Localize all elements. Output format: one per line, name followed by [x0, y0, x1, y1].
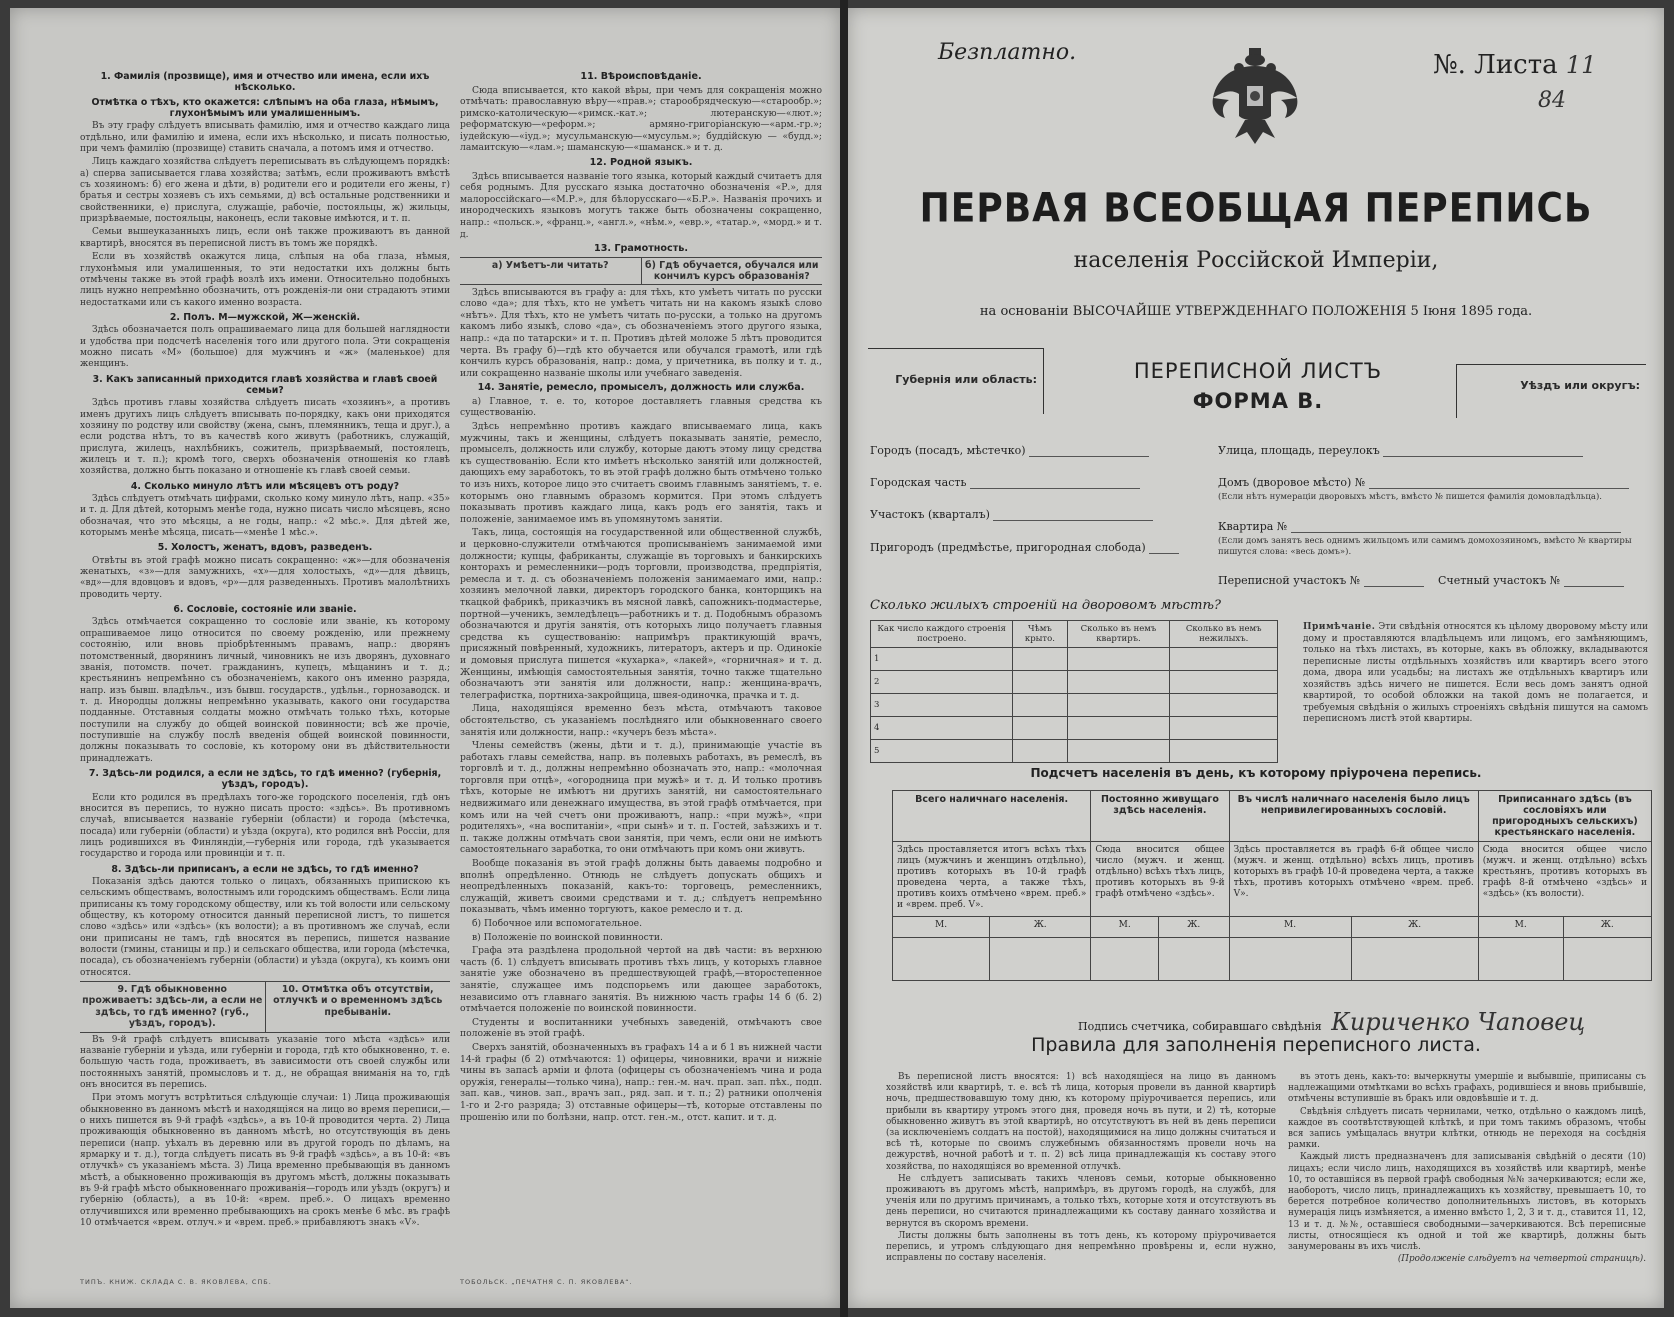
buildings-table [870, 620, 1278, 763]
instruction-heading: 11. Вѣроисповѣданіе. [580, 71, 702, 82]
rules-paragraph: Листы должны быть заполнены въ тотъ день, къ которому пріурочивается перепись, и утромъ слѣдующаго дня непремѣнно провѣрены и, если нужно, исправлены по составу населенія. [886, 1230, 1276, 1264]
instructions-page [10, 8, 840, 1308]
instructions-column-1 [80, 68, 450, 1231]
instruction-heading: 8. Здѣсь-ли приписанъ, а если не здѣсь, то гдѣ именно? [111, 863, 419, 875]
remark [1303, 622, 1648, 726]
instruction-paragraph: Сверхъ занятій, обозначенныхъ въ графахъ 14 а и б 1 въ нижней части 14-й графы (б 2) отмѣчаются: 1) офицеры, чиновники, врачи и нижніе чины въ запасѣ арміи и флота (офицеры съ обозначеніемъ чина и рода оружія, генералы—только чина), напр.: ген.-м. нач. прап. зап. пѣх., подп. зап. кав., чинов. зап., врачъ зап., ряд. зап. и т. п.; 2) ратники ополченія 1-го и 2-го разряда; 3) отставные офицеры—тѣ, которые отставлены по прошенію или по болѣзни, напр. отст. ген.-м., отст. капит. и т. д. [460, 1041, 822, 1123]
instruction-paragraph: Графа эта раздѣлена продольной чертой на двѣ части: въ верхнюю часть (б. 1) слѣдуетъ вписывать противъ тѣхъ лицъ, у которыхъ главное занятіе уже обозначено въ предшествующей графѣ,—второстепенное занятіе, служащее имъ подспорьемъ или дающее заработокъ, независимо отъ главнаго занятія. Въ нижнюю часть графы 14 б (б. 2) отмѣчается положеніе по воинской повинности. [460, 945, 822, 1015]
table-row[interactable]: 4 [871, 717, 1278, 740]
form-title-line-2: ФОРМА В. [1192, 389, 1324, 413]
instruction-paragraph: Здѣсь отмѣчается сокращенно то сословіе или званіе, къ которому опрашиваемое лицо относится по своему рожденію, или прежнему состоянію, или вновь пріобрѣтеннымъ правамъ, напр.: дворянъ потомственный, дворянинъ личный, чиновникъ не изъ дворянъ, духовнаго званія, потомств. почет. гражданинъ, купецъ, мѣщанинъ и т. д.; крестьянинъ непремѣнно съ обозначеніемъ, какого онъ именно разряда, напр. изъ бывш. владѣльч., изъ бывш. государств., удѣльн., горнозаводск. и т. д. Инородцы должны непремѣнно указывать, какого они государства подданные. Отставныя солдаты можно отмѣчать только тѣхъ, которые поступили на службу до общей воинской повинности; всѣ же прочіе, поступившіе на службу послѣ введенія общей воинской повинности, должны показывать то сословіе, къ которому они въ дѣйствительности принадлежатъ. [80, 617, 450, 764]
instruction-heading: 2. Полъ. М—мужской, Ж—женскій. [169, 311, 361, 323]
count-instruction: Сюда вносится общее число (мужч. и женщ. отдѣльно) всѣхъ тѣхъ лицъ, противъ которыхъ въ 9-й графѣ отмѣчено «здѣсь». [1091, 842, 1229, 917]
male-label: М. [1229, 917, 1351, 938]
rules-paragraph: Въ переписной листъ вносятся: 1) всѣ находящіеся на лицо въ данномъ хозяйствѣ или квартирѣ, т. е. всѣ тѣ лица, которыя провели въ данной квартирѣ ночь, предшествовавшую тому дню, къ которому пріурочивается перепись, или прибыли въ квартиру утромъ этого дня, проведя ночь въ пути, и 2) тѣ, которые обыкновенно живутъ въ этой квартирѣ, но отсутствуютъ въ ней въ день переписи (за исключеніемъ солдатъ на постой), находящимися на лицо должны считаться и всѣ тѣ, которые по своимъ служебнымъ обязанностямъ провели ночь на дежурствѣ, ночной работѣ и т. п. 2) всѣ лица принадлежащія къ составу этого хозяйства, по находящіяся во временной отлучкѣ. [886, 1072, 1276, 1172]
rules-title: Правила для заполненія переписного листа. [1031, 1034, 1481, 1056]
instruction-paragraph: Лица, находящіяся временно безъ мѣста, отмѣчаютъ таковое обстоятельство, съ указаніемъ послѣдняго или обыкновеннаго своего занятія или должности, напр.: «кучеръ безъ мѣста». [460, 703, 822, 738]
census-title: ПЕРВАЯ ВСЕОБЩАЯ ПЕРЕПИСЬ [919, 185, 1593, 232]
buildings-header: Чѣмъ крыто. [1013, 621, 1067, 648]
sheet-number [1433, 50, 1596, 80]
instruction-heading: 10. Отмѣтка объ отсутствіи, отлучкѣ и о временномъ здѣсь пребываніи. [265, 982, 451, 1031]
instruction-paragraph: Такъ, лица, состоящія на государственной или общественной службѣ, и церковно-служители отмѣчаются прописываніемъ занимаемой ими должности; купцы, фабриканты, служащіе въ торговыхъ и банкирскихъ конторахъ и ремесленники—родъ торговли, производства, предпріятія, ремесла и т. д. съ обозначеніемъ положенія занимаемаго ими, напр.: хозяинъ мелочной лавки, директоръ городского банка, конторщикъ на ткацкой фабрикѣ, приказчикъ въ мясной лавкѣ, сапожникъ-подмастерье, портной—ученикъ, земледѣлецъ—работникъ и т. д. Подобнымъ образомъ обозначаются и другія занятія, отъ которыхъ лицо получаетъ главныя средства къ существованію: напримѣръ практикующій врачъ, присяжный повѣренный, художникъ, литераторъ, актеръ и пр. Одинокіе и домовыя прислуга пишется «кухарка», «лакей», «горничная» и т. д. Женщины, имѣющія самостоятельныя занятія, точно также тщательно обозначаютъ эти занятія или должности, напр.: женщина-врачъ, телеграфистка, портниха-закройщица, швея-одиночка, прачка и т. д. [460, 527, 822, 701]
instruction-heading: 14. Занятіе, ремесло, промыселъ, должность или служба. [477, 382, 805, 394]
count-instruction: Сюда вносится общее число (мужч. и женщ. отдѣльно) всѣхъ крестьянъ, противъ которыхъ въ графѣ 8-й отмѣчено «здѣсь» и «здѣсь» (къ волости). [1478, 842, 1651, 917]
district-box [1456, 364, 1646, 418]
instruction-heading: а) Умѣетъ-ли читать? [491, 259, 609, 271]
instructions-column-2 [460, 68, 822, 1125]
imprint-right: ТОБОЛЬСК. „ПЕЧАТНЯ С. П. ЯКОВЛЕВА“. [460, 1278, 633, 1286]
census-form-page [848, 8, 1664, 1308]
instruction-paragraph: Вообще показанія въ этой графѣ должны быть даваемы подробно и вполнѣ опредѣленно. Отнюдь не слѣдуетъ допускать общихъ и неопредѣленныхъ показаній, какъ-то: торговецъ, ремесленникъ, служащій, живетъ своими средствами и т. д.; слѣдуетъ непремѣнно показывать, чѣмъ именно торгуютъ, какое ремесло и т. д. [460, 858, 822, 916]
field-city-part[interactable]: Городская часть [870, 476, 1140, 489]
instruction-split-heading [460, 257, 822, 285]
count-input-row[interactable] [893, 938, 1652, 981]
remark-text: Эти свѣдѣнія относятся къ цѣлому дворовому мѣсту или дому и проставляются владѣльцемъ или лицомъ, его замѣняющимъ, только на тѣхъ листахъ, въ которые, какъ въ обложку, вкладываются переписные листы отдѣльныхъ хозяйствъ или квартиръ всего этого дома, двора или усадьбы; на листахъ же отдѣльныхъ квартиръ или хозяйствъ здѣсь ничего не пишется. Если весь домъ занятъ одной квартирой, то особой обложки на такой домъ не полагается, и требуемыя свѣдѣнія о жилыхъ строеніяхъ свѣдѣнія пишутся на самомъ переписномъ листѣ этой квартиры. [1303, 622, 1648, 724]
instruction-paragraph: Здѣсь вписывается названіе того языка, который каждый считаетъ для себя роднымъ. Для русскаго языка достаточно обозначенія «Р.», для малороссійскаго—«М.Р.», для бѣлорусскаго—«Б.Р.». Названія прочихъ и инородческихъ языковъ могутъ также быть обозначены сокращенно, напр.: «польск.», «франц.», «англ.», «нѣм.», «евр.», «татар.», «морд.» и т. д. [460, 170, 822, 240]
governorate-label: Губернія или область: [895, 373, 1037, 386]
instruction-paragraph: б) Побочное или вспомогательное. [472, 918, 643, 929]
instruction-paragraph: Въ 9-й графѣ слѣдуетъ вписывать указаніе того мѣста «здѣсь» или названіе губерніи и уѣзда, или губерніи и города, гдѣ кто обыкновенно, т. е. большую часть года, проживаетъ, въ зависимости отъ своей службы или постоянныхъ занятій, промысловъ и т. д., не обращая вниманія на то, гдѣ онъ вносится въ перепись. [80, 1034, 450, 1090]
instruction-paragraph: Отвѣты въ этой графѣ можно писать сокращенно: «ж»—для обозначенія женатыхъ, «з»—для замужнихъ, «х»—для холостыхъ, «д»—для дѣвицъ, «вд»—для вдовцовъ и вдовъ, «р»—для разведенныхъ. Противъ малолѣтнихъ проводить черту. [80, 555, 450, 600]
female-label: Ж. [1351, 917, 1478, 938]
instruction-heading: 4. Сколько минуло лѣтъ или мѣсяцевъ отъ роду? [130, 480, 400, 492]
instruction-paragraph: Если въ хозяйствѣ окажутся лица, слѣпыя на оба глаза, нѣмыя, глухонѣмыя или умалишенныя, то эти недостатки ихъ должны быть отмѣчены также въ этой графѣ возлѣ ихъ имени. Относительно подобныхъ лицъ нужно непремѣнно обозначить, отъ рожденія-ли они страдаютъ этими недостатками или съ какого именно возраста. [80, 252, 450, 308]
sheet-number-label: №. Листа [1433, 50, 1558, 80]
sheet-handwritten-number: 84 [1538, 88, 1566, 113]
instruction-paragraph: Члены семействъ (жены, дѣти и т. д.), принимающіе участіе въ работахъ главы семейства, напр. въ полевыхъ работахъ, въ ремеслѣ, въ торговлѣ и т. д., должны непремѣнно обозначать это, напр.: «молочная торговля при отцѣ», «огородница при мужѣ» и т. д. И только противъ тѣхъ, которые не имѣютъ ни другихъ занятій, ни самостоятельнаго недвижимаго или денежнаго имущества, въ этой графѣ отмѣчается, при комъ или на чей счетъ они проживаютъ, напр.: «при мужѣ», «при родителяхъ», «на воспитаніи», «при сынѣ» и т. п. Гостей, заѣзжихъ и т. п. также должны отмѣчать свои занятія, при чемъ, если они не имѣютъ самостоятельнаго заработка, то они отмѣчаютъ при комъ они живутъ. [460, 740, 822, 856]
instruction-heading: 3. Какъ записанный приходится главѣ хозяйства и главѣ своей семьи? [92, 373, 438, 396]
female-label: Ж. [990, 917, 1091, 938]
instruction-paragraph: Здѣсь противъ главы хозяйства слѣдуетъ писать «хозяинъ», а противъ именъ другихъ лицъ слѣдуетъ вписывать по-порядку, какъ они приходятся хозяину по родству или свойству (жена, сынъ, племянникъ, теща и друг.), а если родства нѣтъ, то въ качествѣ кого живутъ (работникъ, служащій, прислуга, жилецъ, нахлѣбникъ, сожитель, призрѣваемый, постоялецъ, жилецъ и т. п.); кромѣ того, сверхъ обозначенія отношенія ко главѣ хозяйства, должно быть показано и отношеніе къ главѣ своей семьи. [80, 398, 450, 477]
census-subtitle: населенія Россійской Имперіи, [1073, 248, 1439, 273]
buildings-question: Сколько жилыхъ строеній на дворовомъ мѣстѣ? [870, 598, 1221, 613]
count-header: Всего наличнаго населенія. [893, 791, 1091, 842]
table-row[interactable]: 1 [871, 648, 1278, 671]
rules-paragraph: въ этотъ день, какъ-то: вычеркнуты умершіе и выбывшіе, приписаны съ надлежащими отмѣтками во всѣхъ графахъ, родившіеся и вновь прибывшіе, отмѣчены вступившіе въ бракъ или овдовѣвшіе и т. д. [1288, 1072, 1646, 1105]
form-title [1028, 356, 1488, 416]
instruction-paragraph: Лицъ каждаго хозяйства слѣдуетъ переписывать въ слѣдующемъ порядкѣ: а) сперва записывается глава хозяйства; затѣмъ, если проживаютъ вмѣстѣ съ хозяиномъ: б) его жена и дѣти, в) родители его и родители его жены, г) братья и сестры хозяевъ съ ихъ семьями, д) всѣ остальные родственники и свойственники, е) прислуга, служащіе, рабочіе, постояльцы, ж) жильцы, призрѣваемые, постояльцы, наконецъ, если таковые имѣются, и т. п. [80, 157, 450, 225]
legal-basis: на основаніи ВЫСОЧАЙШЕ УТВЕРЖДЕННАГО ПОЛОЖЕНІЯ 5 Іюня 1895 года. [979, 304, 1533, 319]
instruction-paragraph: Студенты и воспитанники учебныхъ заведеній, отмѣчаютъ свое положеніе въ этой графѣ. [460, 1016, 822, 1040]
buildings-header: Как число каждого строенія построено. [871, 621, 1013, 648]
district-label: Уѣздъ или округъ: [1520, 379, 1640, 392]
instruction-paragraph: Семьи вышеуказанныхъ лицъ, если онѣ также проживаютъ въ данной квартирѣ, вносятся въ переписной листъ въ томъ же порядкѣ. [80, 227, 450, 249]
female-label: Ж. [1563, 917, 1651, 938]
male-label: М. [1478, 917, 1563, 938]
rules-column-1 [886, 1072, 1276, 1265]
signature-handwriting: Кириченко Чаповец [1331, 1008, 1586, 1036]
female-label: Ж. [1158, 917, 1229, 938]
table-row[interactable]: 5 [871, 740, 1278, 763]
count-instruction: Здѣсь проставляется въ графѣ 6-й общее число (мужч. и женщ. отдѣльно) всѣхъ лицъ, противъ которыхъ въ графѣ 10-й проведена черта, а также тѣхъ, противъ которыхъ отмѣчено «врем. преб. V». [1229, 842, 1478, 917]
instruction-split-heading [80, 981, 450, 1032]
house-note: (Если нѣтъ нумераціи дворовыхъ мѣстъ, вмѣсто № пишется фамилія домовладѣльца). [1218, 492, 1602, 502]
rules-continued: (Продолженіе слѣдуетъ на четвертой страницѣ). [1397, 1254, 1646, 1265]
field-city[interactable]: Городъ (посадъ, мѣстечко) [870, 444, 1149, 457]
count-header: Постоянно живущаго здѣсь населенія. [1091, 791, 1229, 842]
instruction-paragraph: Здѣсь обозначается полъ опрашиваемаго лица для большей наглядности и удобства при подсчетѣ населенія того или другого пола. Эти сокращенія можно писать «М» (большое) для мужчинъ и «ж» (маленькое) для женщинъ. [80, 325, 450, 370]
instruction-paragraph: в) Положеніе по воинской повинности. [472, 931, 663, 943]
remark-title: Примѣчаніе. [1303, 622, 1376, 632]
instruction-paragraph: Если кто родился въ предѣлахъ того-же городского поселенія, гдѣ онъ вносится въ перепись, то нужно писать просто: «здѣсь». Въ противномъ случаѣ, вписывается названіе губерніи (области) и города (мѣстечка, посада) или губерніи (области) и уѣзда (округа), кто родился внѣ Россіи, для лицъ родившихся въ Финляндіи,—губернія или города, гдѣ указывается государство и города или провинціи и т. п. [80, 792, 450, 860]
enumerator-signature [1078, 1008, 1585, 1036]
table-row[interactable]: 3 [871, 694, 1278, 717]
field-precinct[interactable]: Участокъ (кварталъ) [870, 508, 1153, 521]
male-label: М. [893, 917, 990, 938]
instruction-heading: 5. Холостъ, женатъ, вдовъ, разведенъ. [157, 542, 373, 554]
page-fold [840, 0, 848, 1317]
male-label: М. [1091, 917, 1159, 938]
rules-paragraph: Свѣдѣнія слѣдуетъ писать чернилами, четко, отдѣльно о каждомъ лицѣ, каждое въ соотвѣтствующей клѣткѣ, и при томъ такимъ образомъ, чтобы вся запись умѣщалась внутри клѣтки, отнюдь не переходя на сосѣднія рамки. [1288, 1106, 1646, 1151]
buildings-header: Сколько въ немъ нежилыхъ. [1170, 621, 1278, 648]
rules-paragraph: Каждый листъ предназначенъ для записыванія свѣдѣній о десяти (10) лицахъ; если число лицъ, находящихся въ хозяйствѣ или квартирѣ, менѣе 10, то оставшіяся въ первой графѣ свободныя №№ зачеркиваются; если же, наоборотъ, число лицъ, принадлежащихъ къ хозяйству, превышаетъ 10, то берется потребное количество дополнительныхъ листовъ, въ которыхъ нумерація лицъ измѣняется, а именно вмѣсто 1, 2, 3 и т. д., ставится 11, 12, 13 и т. д. №№, оставшіеся свободными—зачеркиваются. Всѣ переписные листы, относящіеся къ одной и той же квартирѣ, должны быть занумерованы въ ихъ числѣ. [1288, 1152, 1646, 1253]
form-title-line-1: ПЕРЕПИСНОЙ ЛИСТЪ [1133, 359, 1383, 383]
instruction-paragraph: Въ эту графу слѣдуетъ вписывать фамилію, имя и отчество каждаго лица отдѣльно, или фамилію и имена, если ихъ нѣсколько, и писать полностью, при чемъ фамилію (прозвище) ставить сначала, а потомъ имя и отчество. [80, 121, 450, 155]
field-census-district[interactable]: Переписной участокъ № [1218, 574, 1424, 587]
imprint-left: ТИПЪ. КНИЖ. СКЛАДА С. В. ЯКОВЛЕВА, СПБ. [80, 1278, 272, 1286]
instruction-paragraph: При этомъ могутъ встрѣтиться слѣдующіе случаи: 1) Лица проживающія обыкновенно въ данномъ мѣстѣ и находящіяся на лицо во время переписи,—о нихъ пишется въ 9-й графѣ «здѣсь», а въ 10-й проводится черта. 2) Лица проживающія обыкновенно въ данномъ мѣстѣ, но отсутствующія въ день переписи (напр. уѣхалъ въ деревню или въ другой городъ по дѣламъ, на ярмарку и т. д.), тогда слѣдуетъ писать въ 9-й графѣ «здѣсь», а въ 10-й: «въ отлучкѣ» съ указаніемъ мѣста. 3) Лица временно пребывающія въ данномъ мѣстѣ, а обыкновенно проживающія въ другомъ мѣстѣ, должны показывать въ 9-й графѣ мѣсто обыкновеннаго проживанія—городъ или уѣздъ (округъ) и губернію (область), а въ 10-й: «врем. преб.». О лицахъ временно отлучившихся или временно пребывающихъ на срокъ менѣе 6 мѣс. въ графѣ 10 отмѣчается «врем. отлуч.» и «врем. преб.» прибавляютъ знакъ «V». [80, 1093, 450, 1228]
free-label: Безплатно. [938, 40, 1077, 65]
instruction-paragraph: Сюда вписывается, кто какой вѣры, при чемъ для сокращенія можно отмѣчать: православную вѣру—«прав.»; старообрядческую—«старообр.»; римско-католическую—«римск.-кат.»; лютеранскую—«лют.»; реформатскую—«реформ.»; армяно-григоріанскую—«арм.-гр.»; іудейскую—«іуд.»; мусульманскую—«мусульм.»; буддійскую — «будд.»; ламаитскую—«лам.»; шаманскую—«шаманск.» и т. д. [460, 84, 822, 154]
count-header: Въ числѣ наличнаго населенія было лицъ непривилегированныхъ сословій. [1229, 791, 1478, 842]
rules-paragraph: Не слѣдуетъ записывать такихъ членовъ семьи, которые обыкновенно проживаютъ въ другомъ мѣстѣ, напримѣръ, въ другомъ городѣ, на службѣ, для ученія или по другимъ причинамъ, а только тѣхъ, которые хотя и отсутствуютъ въ день переписи, но считаются принадлежащими къ составу даннаго хозяйства и вернутся въ скоромъ времени. [886, 1173, 1276, 1229]
field-house[interactable]: Домъ (дворовое мѣсто) № [1218, 476, 1629, 489]
count-instruction: Здѣсь проставляется итогъ всѣхъ тѣхъ лицъ (мужчинъ и женщинъ отдѣльно), противъ которыхъ въ 10-й графѣ проведена черта, а также тѣхъ, противъ коихъ отмѣчено «врем. преб.» и «врем. преб. V». [893, 842, 1091, 917]
double-headed-eagle-icon [1205, 46, 1305, 150]
count-header: Приписаннаго здѣсь (въ сословіяхъ или пригородныхъ сельскихъ) крестьянскаго населенія. [1478, 791, 1651, 842]
buildings-header: Сколько въ немъ квартиръ. [1067, 621, 1170, 648]
instruction-paragraph: Здѣсь слѣдуетъ отмѣчать цифрами, сколько кому минуло лѣтъ, напр. «35» и т. д. Для дѣтей, которымъ менѣе года, нужно писать число мѣсяцевъ, ясно обозначая, что это мѣсяцы, а не годы, напр.: «2 мѣс.». Для дѣтей же, которымъ менѣе мѣсяца, писать—«менѣе 1 мѣс.». [80, 494, 450, 539]
table-row[interactable]: 2 [871, 671, 1278, 694]
governorate-box [868, 348, 1044, 414]
apartment-note: (Если домъ занятъ весь однимъ жильцомъ или самимъ домохозяиномъ, вмѣсто № квартиры пишутся слова: «весь домъ»). [1218, 536, 1632, 557]
instruction-paragraph: Здѣсь вписываются въ графу а: для тѣхъ, кто умѣетъ читать по русски слово «да»; для тѣхъ, кто не умѣетъ читать ни на какомъ языкѣ слово «нѣтъ». Для тѣхъ, кто не умѣетъ читать по-русски, а только на другомъ какомъ либо языкѣ, слово «да», съ обозначеніемъ этого другого языка, напр.: «да по татарски» и т. п. Противъ дѣтей моложе 5 лѣтъ проводится черта. Въ графу б)—гдѣ кто обучается или обучался грамотѣ, или гдѣ кончилъ курсъ образованія, напр.: дома, у причетника, въ полку и т. д., или сокращенно названіе школы или учебнаго заведенія. [460, 286, 822, 379]
instruction-heading: 7. Здѣсь-ли родился, а если не здѣсь, то гдѣ именно? (губернія, уѣздъ, городъ). [88, 767, 442, 791]
instruction-heading: 12. Родной языкъ. [589, 157, 693, 169]
field-apartment[interactable]: Квартира № [1218, 520, 1621, 533]
rules-column-2 [1288, 1072, 1646, 1266]
signature-label: Подпись счетчика, собиравшаго свѣдѣнія [1078, 1020, 1322, 1033]
instruction-heading: 6. Сословіе, состояніе или званіе. [173, 604, 357, 616]
sheet-number-value: 11 [1565, 51, 1597, 79]
instruction-paragraph: Здѣсь непремѣнно противъ каждаго вписываемаго лица, какъ мужчины, такъ и женщины, слѣдуетъ показывать занятіе, ремесло, промыселъ, должность или службу, которые даютъ этому лицу средства къ существованію. Если кто имѣетъ нѣсколько занятій или должностей, дающихъ ему заработокъ, то въ этой графѣ должно быть отмѣчено только то изъ нихъ, которое лицо это считаетъ своимъ главнымъ занятіемъ, т. е. которымъ оно главнымъ образомъ кормится. При этомъ слѣдуетъ показывать противъ каждаго лица, какъ родъ его занятія, такъ и положеніе, занимаемое имъ въ упомянутомъ занятіи. [460, 421, 822, 525]
field-street[interactable]: Улица, площадь, переулокъ [1218, 444, 1583, 457]
instruction-paragraph: Показанія здѣсь даются только о лицахъ, обязанныхъ припискою къ сельскимъ обществамъ, волостнымъ или городскимъ обществамъ. Если лица приписаны къ тому городскому обществу, или къ той волости или сельскому обществу, къ которому относится данный переписной листъ, то пишется слово «здѣсь» или «здѣсь» (къ волости); а въ противномъ же случаѣ, если они приписаны не тамъ, гдѣ вносятся въ перепись, пишется название волости (гмины, станицы и пр.) и сельскаго общества, или города (мѣстечка, посада), съ обозначеніемъ губерніи (области) и уѣзда (округа), къ коимъ они относятся. [80, 877, 450, 978]
instruction-heading: 9. Гдѣ обыкновенно проживаетъ: здѣсь-ли, а если не здѣсь, то гдѣ именно? (губ., уѣздъ, городъ). [82, 984, 263, 1030]
population-count-table [892, 790, 1652, 981]
instruction-heading: 13. Грамотность. [594, 243, 688, 255]
count-title: Подсчетъ населенія въ день, къ которому пріурочена перепись. [1030, 766, 1482, 780]
instruction-heading: 1. Фамилія (прозвище), имя и отчество или имена, если ихъ нѣсколько. [100, 71, 430, 94]
field-suburb[interactable]: Пригородъ (предмѣстье, пригородная слобода) [870, 541, 1179, 554]
instruction-heading: Отмѣтка о тѣхъ, кто окажется: слѣпымъ на оба глаза, нѣмымъ, глухонѣмымъ или умалишеннымъ. [91, 96, 439, 120]
field-count-district[interactable]: Счетный участокъ № [1438, 574, 1624, 587]
instruction-paragraph: а) Главное, т. е. то, которое доставляетъ главныя средства къ существованію. [460, 395, 822, 419]
instruction-heading: б) Гдѣ обучается, обучался или кончилъ курсъ образованія? [641, 258, 823, 284]
